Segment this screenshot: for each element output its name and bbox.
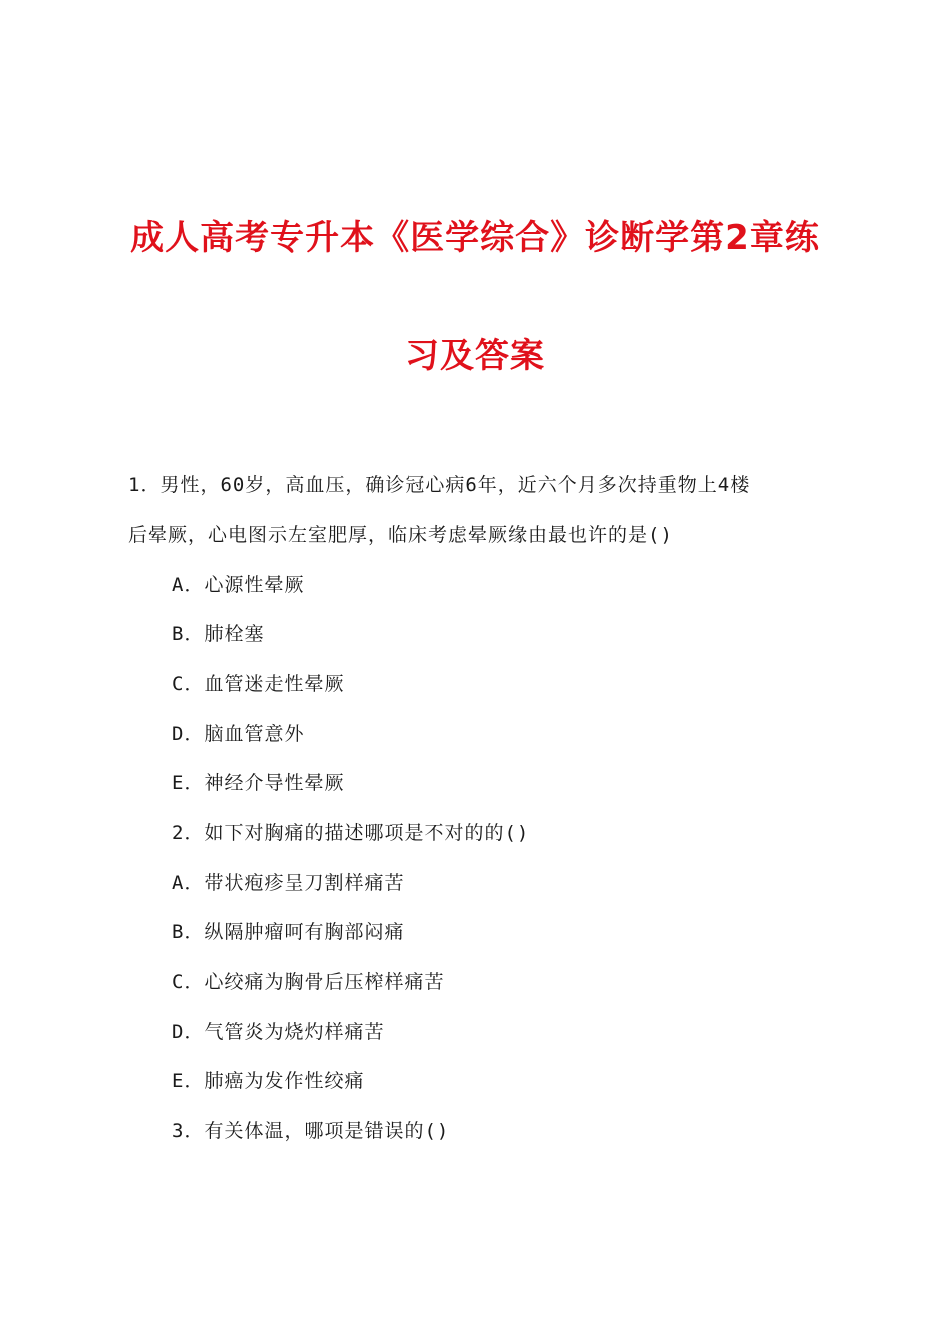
question-1-option-d: D．脑血管意外 <box>172 723 305 745</box>
question-2-option-a: A．带状疱疹呈刀割样痛苦 <box>172 872 405 894</box>
question-2-option-c: C．心绞痛为胸骨后压榨样痛苦 <box>172 971 445 993</box>
question-1-option-e: E．神经介导性晕厥 <box>172 772 345 794</box>
question-2-option-e: E．肺癌为发作性绞痛 <box>172 1070 365 1092</box>
question-1-option-b: B．肺栓塞 <box>172 623 265 645</box>
document-title-line-2: 习及答案 <box>405 336 545 376</box>
question-1-text-line-2: 后晕厥，心电图示左室肥厚，临床考虑晕厥缘由最也许的是() <box>128 524 673 546</box>
question-2-option-b: B．纵隔肿瘤呵有胸部闷痛 <box>172 921 405 943</box>
question-1-text-line-1: 1．男性，60岁，高血压，确诊冠心病6年，近六个月多次持重物上4楼 <box>128 474 751 496</box>
question-3-text: 3．有关体温，哪项是错误的() <box>172 1120 450 1142</box>
question-2-option-d: D．气管炎为烧灼样痛苦 <box>172 1021 385 1043</box>
document-title-line-1: 成人高考专升本《医学综合》诊断学第2章练 <box>130 218 820 258</box>
question-1-option-a: A．心源性晕厥 <box>172 574 305 596</box>
question-1-option-c: C．血管迷走性晕厥 <box>172 673 345 695</box>
question-2-text: 2．如下对胸痛的描述哪项是不对的的() <box>172 822 530 844</box>
